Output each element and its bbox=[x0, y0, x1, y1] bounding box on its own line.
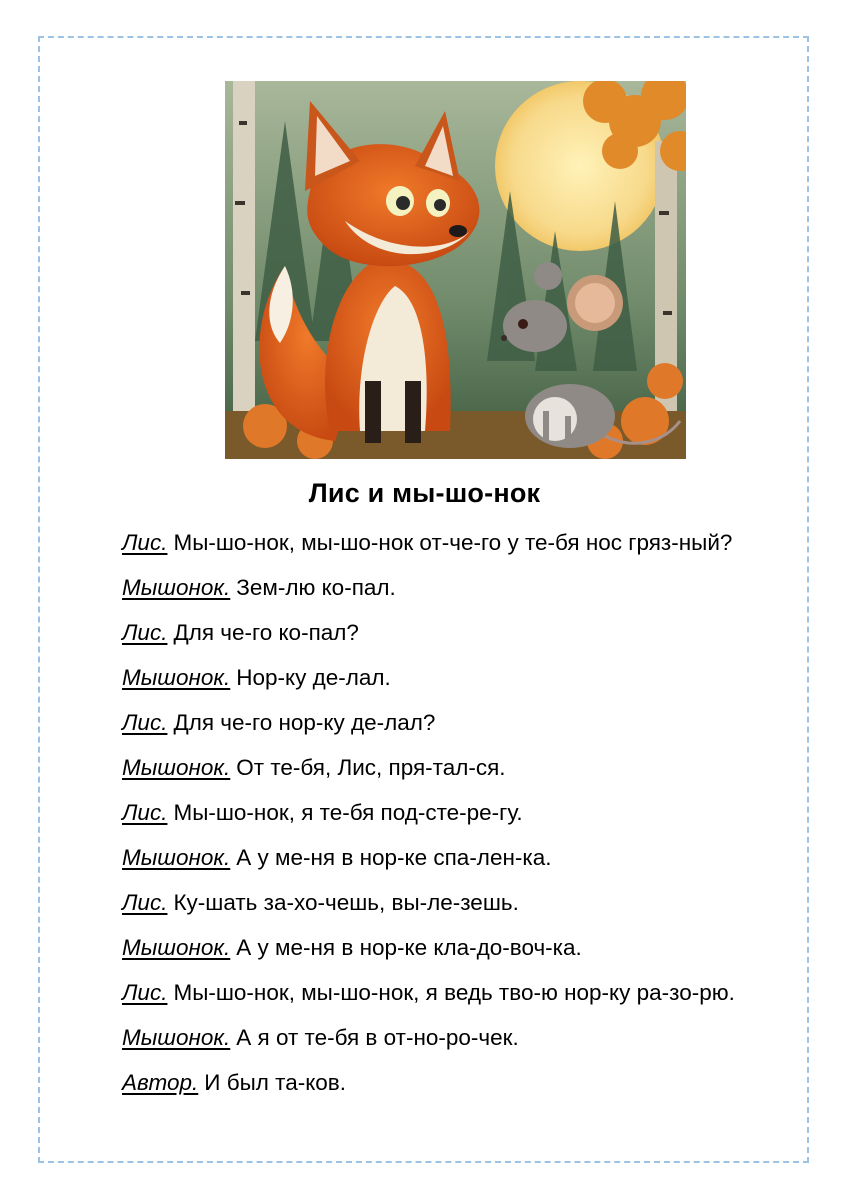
dialogue-line bbox=[122, 978, 802, 1023]
dialogue-line bbox=[122, 753, 802, 798]
speaker-label: Мышонок. bbox=[122, 575, 231, 600]
dialogue-line bbox=[122, 618, 802, 663]
speech-text: Мы-шо-нок, мы-шо-нок, я ведь тво-ю нор-ку ра-зо-рю. bbox=[173, 980, 735, 1005]
speaker-label: Автор. bbox=[122, 1070, 199, 1095]
speech-text: Мы-шо-нок, мы-шо-нок от-че-го у те-бя нос гряз-ный? bbox=[173, 530, 733, 555]
speaker-label: Мышонок. bbox=[122, 935, 231, 960]
speaker-label: Лис. bbox=[122, 800, 168, 825]
speaker-label: Лис. bbox=[122, 890, 168, 915]
speech-text: Для че-го нор-ку де-лал? bbox=[173, 710, 436, 735]
dialogue-line bbox=[122, 933, 802, 978]
dialogue-line bbox=[122, 1023, 802, 1068]
speaker-label: Лис. bbox=[122, 620, 168, 645]
dialogue-list bbox=[122, 528, 802, 1113]
story-title: Лис и мы-шо-нок bbox=[308, 478, 541, 508]
speaker-label: Мышонок. bbox=[122, 665, 231, 690]
dialogue-line bbox=[122, 1068, 802, 1113]
speaker-label: Мышонок. bbox=[122, 1025, 231, 1050]
speech-text: От те-бя, Лис, пря-тал-ся. bbox=[236, 755, 506, 780]
speaker-label: Мышонок. bbox=[122, 845, 231, 870]
dialogue-line bbox=[122, 663, 802, 708]
dialogue-line bbox=[122, 708, 802, 753]
speech-text: Нор-ку де-лал. bbox=[236, 665, 391, 690]
speech-text: Мы-шо-нок, я те-бя под-сте-ре-гу. bbox=[173, 800, 523, 825]
dialogue-line bbox=[122, 798, 802, 843]
fox-and-mouse-illustration bbox=[225, 81, 686, 459]
speech-text: И был та-ков. bbox=[204, 1070, 347, 1095]
speech-text: Зем-лю ко-пал. bbox=[236, 575, 396, 600]
speech-text: А у ме-ня в нор-ке кла-до-воч-ка. bbox=[236, 935, 582, 960]
speech-text: А у ме-ня в нор-ке спа-лен-ка. bbox=[236, 845, 552, 870]
speech-text: Для че-го ко-пал? bbox=[173, 620, 359, 645]
speaker-label: Лис. bbox=[122, 530, 168, 555]
speech-text: А я от те-бя в от-но-ро-чек. bbox=[236, 1025, 519, 1050]
dialogue-line bbox=[122, 843, 802, 888]
speaker-label: Мышонок. bbox=[122, 755, 231, 780]
dialogue-line bbox=[122, 888, 802, 933]
speech-text: Ку-шать за-хо-чешь, вы-ле-зешь. bbox=[173, 890, 519, 915]
speaker-label: Лис. bbox=[122, 710, 168, 735]
dialogue-line bbox=[122, 573, 802, 618]
dialogue-line bbox=[122, 528, 802, 573]
speaker-label: Лис. bbox=[122, 980, 168, 1005]
